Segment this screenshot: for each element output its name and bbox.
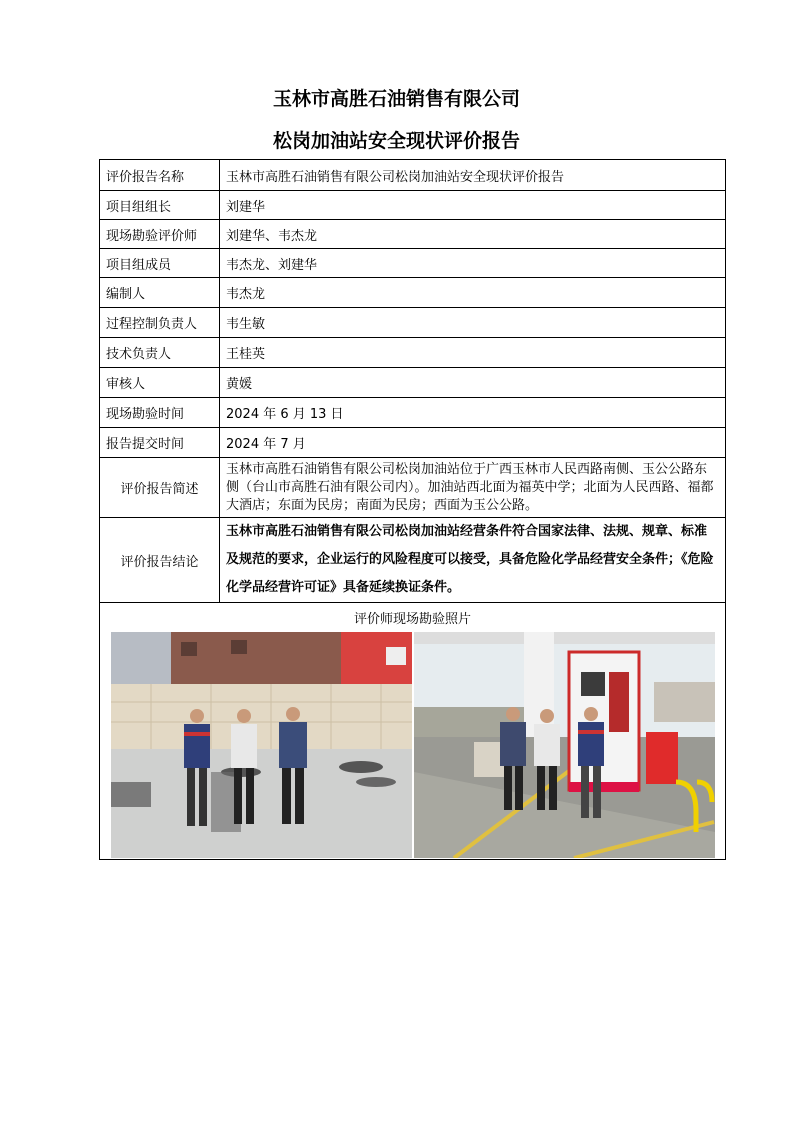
row-label: 过程控制负责人 bbox=[100, 308, 220, 338]
summary-label: 评价报告简述 bbox=[100, 458, 220, 518]
photo-cell bbox=[100, 603, 726, 860]
row-value: 刘建华、韦杰龙 bbox=[220, 220, 726, 249]
conclusion-label: 评价报告结论 bbox=[100, 518, 220, 603]
row-label: 项目组成员 bbox=[100, 249, 220, 278]
table-row bbox=[100, 308, 726, 338]
table-row bbox=[100, 249, 726, 278]
table-row bbox=[100, 160, 726, 191]
row-value: 刘建华 bbox=[220, 191, 726, 220]
row-value: 韦生敏 bbox=[220, 308, 726, 338]
photo-row bbox=[100, 603, 726, 860]
row-value: 黄媛 bbox=[220, 368, 726, 398]
row-value: 王桂英 bbox=[220, 338, 726, 368]
conclusion-row bbox=[100, 518, 726, 603]
summary-row bbox=[100, 458, 726, 518]
row-value: 2024 年 6 月 13 日 bbox=[220, 398, 726, 428]
row-value: 玉林市高胜石油销售有限公司松岗加油站安全现状评价报告 bbox=[220, 160, 726, 191]
row-label: 技术负责人 bbox=[100, 338, 220, 368]
table-row bbox=[100, 278, 726, 308]
row-label: 审核人 bbox=[100, 368, 220, 398]
table-row bbox=[100, 191, 726, 220]
company-title: 玉林市高胜石油销售有限公司 bbox=[272, 88, 520, 110]
table-row bbox=[100, 428, 726, 458]
row-label: 现场勘验时间 bbox=[100, 398, 220, 428]
table-row bbox=[100, 338, 726, 368]
table-row bbox=[100, 220, 726, 249]
photo-caption: 评价师现场勘验照片 bbox=[353, 612, 471, 627]
summary-text: 玉林市高胜石油销售有限公司松岗加油站位于广西玉林市人民西路南侧、玉公公路东侧（台山市高胜石油有限公司内）。加油站西北面为福英中学；北面为人民西路、福都大酒店；东面为民房；南面为民房；西面为玉公公路。 bbox=[220, 458, 726, 518]
report-info-table bbox=[99, 159, 726, 860]
report-title: 松岗加油站安全现状评价报告 bbox=[272, 130, 520, 152]
row-label: 编制人 bbox=[100, 278, 220, 308]
row-label: 项目组组长 bbox=[100, 191, 220, 220]
table-row bbox=[100, 368, 726, 398]
conclusion-text: 玉林市高胜石油销售有限公司松岗加油站经营条件符合国家法律、法规、规章、标准及规范的要求，企业运行的风险程度可以接受，具备危险化学品经营安全条件；《危险化学品经营许可证》具备延续换证条件。 bbox=[220, 518, 726, 603]
row-value: 韦杰龙 bbox=[220, 278, 726, 308]
photo-strip bbox=[100, 629, 725, 858]
row-label: 报告提交时间 bbox=[100, 428, 220, 458]
row-label: 评价报告名称 bbox=[100, 160, 220, 191]
row-value: 韦杰龙、刘建华 bbox=[220, 249, 726, 278]
row-label: 现场勘验评价师 bbox=[100, 220, 220, 249]
table-row bbox=[100, 398, 726, 428]
site-photo-courtyard bbox=[111, 632, 412, 858]
site-photo-fuel-pump bbox=[414, 632, 715, 858]
row-value: 2024 年 7 月 bbox=[220, 428, 726, 458]
